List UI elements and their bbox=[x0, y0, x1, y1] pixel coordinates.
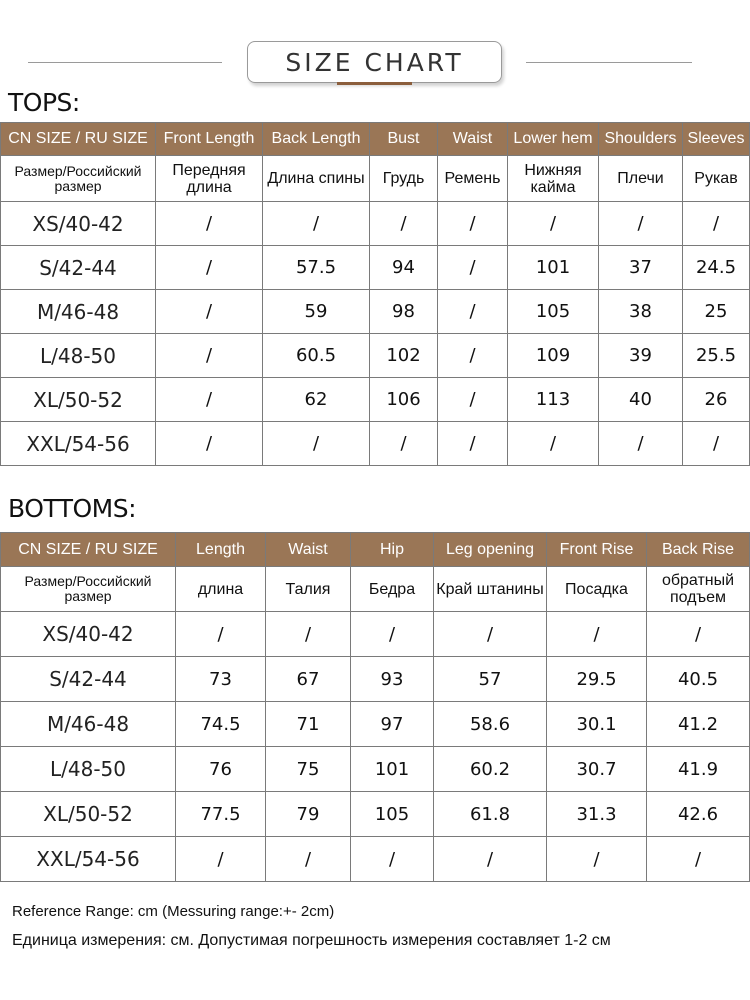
value-cell: 59 bbox=[263, 290, 370, 334]
value-cell: / bbox=[599, 422, 683, 466]
value-cell: 101 bbox=[351, 747, 434, 792]
value-cell: 76 bbox=[176, 747, 266, 792]
value-cell: 26 bbox=[683, 378, 750, 422]
column-header: Waist bbox=[266, 533, 351, 567]
value-cell: / bbox=[176, 837, 266, 882]
column-header: Front Length bbox=[156, 123, 263, 156]
value-cell: / bbox=[370, 422, 438, 466]
value-cell: / bbox=[647, 837, 750, 882]
column-header: Back Rise bbox=[647, 533, 750, 567]
value-cell: / bbox=[434, 612, 547, 657]
header-divider-right bbox=[526, 62, 692, 63]
column-header: CN SIZE / RU SIZE bbox=[1, 123, 156, 156]
ru-column-header: Бедра bbox=[351, 567, 434, 612]
value-cell: / bbox=[263, 202, 370, 246]
value-cell: / bbox=[156, 246, 263, 290]
ru-column-header: Передняя длина bbox=[156, 156, 263, 202]
value-cell: / bbox=[508, 422, 599, 466]
value-cell: 31.3 bbox=[547, 792, 647, 837]
value-cell: 105 bbox=[351, 792, 434, 837]
size-cell: XXL/54-56 bbox=[1, 837, 176, 882]
table-row bbox=[1, 378, 750, 422]
column-header: Back Length bbox=[263, 123, 370, 156]
table-row bbox=[1, 612, 750, 657]
table-row bbox=[1, 792, 750, 837]
table-row bbox=[1, 837, 750, 882]
column-header: Shoulders bbox=[599, 123, 683, 156]
size-cell: S/42-44 bbox=[1, 246, 156, 290]
value-cell: 94 bbox=[370, 246, 438, 290]
value-cell: / bbox=[370, 202, 438, 246]
ru-column-header: Размер/Российский размер bbox=[1, 156, 156, 202]
value-cell: / bbox=[438, 422, 508, 466]
value-cell: 37 bbox=[599, 246, 683, 290]
tops-ru-header-row bbox=[1, 156, 750, 202]
value-cell: / bbox=[156, 334, 263, 378]
measurement-tolerance-note: Единица измерения: см. Допустимая погрешность измерения составляет 1-2 см bbox=[12, 932, 611, 949]
value-cell: 74.5 bbox=[176, 702, 266, 747]
value-cell: / bbox=[438, 246, 508, 290]
size-cell: XL/50-52 bbox=[1, 378, 156, 422]
ru-column-header: длина bbox=[176, 567, 266, 612]
size-cell: L/48-50 bbox=[1, 747, 176, 792]
value-cell: 109 bbox=[508, 334, 599, 378]
value-cell: 58.6 bbox=[434, 702, 547, 747]
size-cell: S/42-44 bbox=[1, 657, 176, 702]
value-cell: / bbox=[647, 612, 750, 657]
bottoms-section-title: BOTTOMS: bbox=[8, 494, 137, 523]
value-cell: / bbox=[683, 422, 750, 466]
value-cell: / bbox=[156, 290, 263, 334]
value-cell: 24.5 bbox=[683, 246, 750, 290]
value-cell: 79 bbox=[266, 792, 351, 837]
value-cell: 40 bbox=[599, 378, 683, 422]
value-cell: 73 bbox=[176, 657, 266, 702]
column-header: Sleeves bbox=[683, 123, 750, 156]
size-cell: M/46-48 bbox=[1, 702, 176, 747]
size-cell: XXL/54-56 bbox=[1, 422, 156, 466]
bottoms-size-table bbox=[0, 532, 750, 882]
table-row bbox=[1, 422, 750, 466]
value-cell: 42.6 bbox=[647, 792, 750, 837]
ru-column-header: Длина спины bbox=[263, 156, 370, 202]
reference-range-note: Reference Range: cm (Messuring range:+- 2cm) bbox=[12, 903, 335, 920]
tops-section-title: TOPS: bbox=[8, 88, 80, 117]
value-cell: 113 bbox=[508, 378, 599, 422]
value-cell: / bbox=[547, 612, 647, 657]
value-cell: / bbox=[508, 202, 599, 246]
size-cell: L/48-50 bbox=[1, 334, 156, 378]
value-cell: 25 bbox=[683, 290, 750, 334]
column-header: CN SIZE / RU SIZE bbox=[1, 533, 176, 567]
value-cell: / bbox=[438, 290, 508, 334]
value-cell: 38 bbox=[599, 290, 683, 334]
column-header: Leg opening bbox=[434, 533, 547, 567]
value-cell: / bbox=[683, 202, 750, 246]
ru-column-header: Талия bbox=[266, 567, 351, 612]
value-cell: 41.9 bbox=[647, 747, 750, 792]
size-cell: XS/40-42 bbox=[1, 612, 176, 657]
value-cell: 102 bbox=[370, 334, 438, 378]
page-title: SIZE CHART bbox=[247, 41, 502, 83]
column-header: Front Rise bbox=[547, 533, 647, 567]
value-cell: / bbox=[434, 837, 547, 882]
value-cell: 62 bbox=[263, 378, 370, 422]
value-cell: / bbox=[351, 837, 434, 882]
value-cell: 29.5 bbox=[547, 657, 647, 702]
table-row bbox=[1, 290, 750, 334]
column-header: Lower hem bbox=[508, 123, 599, 156]
value-cell: / bbox=[599, 202, 683, 246]
ru-column-header: Край штанины bbox=[434, 567, 547, 612]
ru-column-header: Нижняя кайма bbox=[508, 156, 599, 202]
title-accent-bar bbox=[337, 82, 412, 85]
value-cell: 57.5 bbox=[263, 246, 370, 290]
size-cell: XS/40-42 bbox=[1, 202, 156, 246]
column-header: Waist bbox=[438, 123, 508, 156]
value-cell: 67 bbox=[266, 657, 351, 702]
value-cell: 97 bbox=[351, 702, 434, 747]
value-cell: 61.8 bbox=[434, 792, 547, 837]
value-cell: 105 bbox=[508, 290, 599, 334]
table-row bbox=[1, 334, 750, 378]
ru-column-header: Плечи bbox=[599, 156, 683, 202]
ru-column-header: обратный подъем bbox=[647, 567, 750, 612]
value-cell: 60.2 bbox=[434, 747, 547, 792]
table-row bbox=[1, 657, 750, 702]
value-cell: 71 bbox=[266, 702, 351, 747]
value-cell: 39 bbox=[599, 334, 683, 378]
value-cell: / bbox=[156, 202, 263, 246]
value-cell: / bbox=[351, 612, 434, 657]
value-cell: 106 bbox=[370, 378, 438, 422]
ru-column-header: Рукав bbox=[683, 156, 750, 202]
value-cell: / bbox=[438, 378, 508, 422]
value-cell: / bbox=[438, 334, 508, 378]
value-cell: / bbox=[156, 422, 263, 466]
value-cell: 40.5 bbox=[647, 657, 750, 702]
value-cell: 98 bbox=[370, 290, 438, 334]
header-divider-left bbox=[28, 62, 222, 63]
value-cell: 25.5 bbox=[683, 334, 750, 378]
column-header: Length bbox=[176, 533, 266, 567]
size-cell: M/46-48 bbox=[1, 290, 156, 334]
ru-column-header: Грудь bbox=[370, 156, 438, 202]
ru-column-header: Ремень bbox=[438, 156, 508, 202]
value-cell: / bbox=[266, 837, 351, 882]
column-header: Bust bbox=[370, 123, 438, 156]
tops-header-row bbox=[1, 123, 750, 156]
value-cell: 30.7 bbox=[547, 747, 647, 792]
table-row bbox=[1, 202, 750, 246]
table-row bbox=[1, 702, 750, 747]
bottoms-ru-header-row bbox=[1, 567, 750, 612]
table-row bbox=[1, 747, 750, 792]
value-cell: 41.2 bbox=[647, 702, 750, 747]
value-cell: 60.5 bbox=[263, 334, 370, 378]
ru-column-header: Размер/Российский размер bbox=[1, 567, 176, 612]
value-cell: 77.5 bbox=[176, 792, 266, 837]
value-cell: / bbox=[263, 422, 370, 466]
bottoms-header-row bbox=[1, 533, 750, 567]
tops-size-table bbox=[0, 122, 750, 466]
value-cell: 93 bbox=[351, 657, 434, 702]
value-cell: 30.1 bbox=[547, 702, 647, 747]
value-cell: / bbox=[176, 612, 266, 657]
size-cell: XL/50-52 bbox=[1, 792, 176, 837]
table-row bbox=[1, 246, 750, 290]
ru-column-header: Посадка bbox=[547, 567, 647, 612]
value-cell: / bbox=[266, 612, 351, 657]
value-cell: / bbox=[547, 837, 647, 882]
column-header: Hip bbox=[351, 533, 434, 567]
value-cell: 101 bbox=[508, 246, 599, 290]
value-cell: / bbox=[438, 202, 508, 246]
value-cell: 75 bbox=[266, 747, 351, 792]
value-cell: / bbox=[156, 378, 263, 422]
value-cell: 57 bbox=[434, 657, 547, 702]
